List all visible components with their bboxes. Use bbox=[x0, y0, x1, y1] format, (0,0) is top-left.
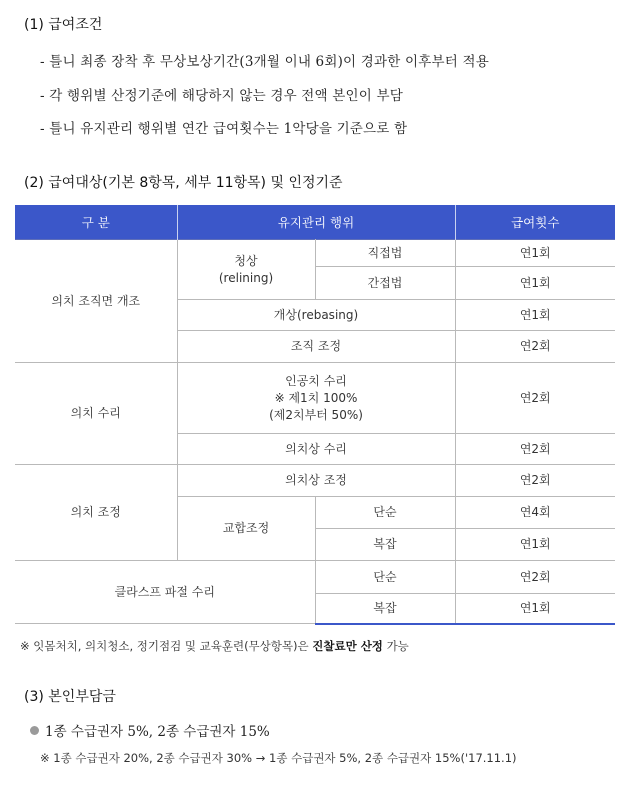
footnote-emphasis: 진찰료만 산정 bbox=[312, 639, 383, 653]
procedure-cell: 청상 (relining) bbox=[177, 240, 315, 300]
frequency-cell: 연2회 bbox=[455, 363, 615, 434]
footnote-text: ※ 잇몸처치, 의치청소, 정기점검 및 교육훈련(무상항목)은 bbox=[20, 639, 313, 653]
method-cell: 단순 bbox=[315, 497, 455, 529]
frequency-cell: 연2회 bbox=[455, 561, 615, 594]
method-cell: 복잡 bbox=[315, 529, 455, 561]
procedure-cell: 개상(rebasing) bbox=[177, 300, 455, 331]
method-cell: 단순 bbox=[315, 561, 455, 594]
frequency-cell: 연2회 bbox=[455, 465, 615, 497]
condition-bullet-3: - 틀니 유지관리 행위별 연간 급여횟수는 1악당을 기준으로 함 bbox=[40, 121, 408, 137]
procedure-cell: 교합조정 bbox=[177, 497, 315, 561]
procedure-cell: 조직 조정 bbox=[177, 331, 455, 363]
frequency-cell: 연1회 bbox=[455, 267, 615, 300]
frequency-cell: 연1회 bbox=[455, 594, 615, 624]
section3-heading: (3) 본인부담금 bbox=[24, 689, 116, 705]
frequency-cell: 연1회 bbox=[455, 529, 615, 561]
copay-text: 1종 수급권자 5%, 2종 수급권자 15% bbox=[45, 724, 270, 740]
category-cell: 의치 조정 bbox=[15, 465, 177, 561]
frequency-cell: 연1회 bbox=[455, 240, 615, 267]
category-cell: 클라스프 파절 수리 bbox=[15, 561, 315, 624]
copay-bullet bbox=[30, 720, 270, 740]
header-category: 구 분 bbox=[15, 205, 177, 240]
category-cell: 의치 수리 bbox=[15, 363, 177, 465]
condition-bullet-2: - 각 행위별 산정기준에 해당하지 않는 경우 전액 본인이 부담 bbox=[40, 88, 403, 104]
frequency-cell: 연1회 bbox=[455, 300, 615, 331]
procedure-cell: 의치상 수리 bbox=[177, 434, 455, 465]
header-procedure: 유지관리 행위 bbox=[177, 205, 455, 240]
frequency-cell: 연2회 bbox=[455, 331, 615, 363]
frequency-cell: 연2회 bbox=[455, 434, 615, 465]
header-frequency: 급여횟수 bbox=[455, 205, 615, 240]
table-row bbox=[15, 561, 615, 594]
procedure-cell: 의치상 조정 bbox=[177, 465, 455, 497]
section1-heading: (1) 급여조건 bbox=[24, 17, 103, 33]
section2-heading: (2) 급여대상(기본 8항목, 세부 11항목) 및 인정기준 bbox=[24, 175, 343, 191]
method-cell: 간접법 bbox=[315, 267, 455, 300]
coverage-table bbox=[15, 205, 615, 625]
bullet-dot-icon bbox=[30, 726, 39, 735]
table-footnote bbox=[20, 638, 409, 654]
table-header-row bbox=[15, 205, 615, 240]
procedure-cell: 인공치 수리 ※ 제1치 100% (제2치부터 50%) bbox=[177, 363, 455, 434]
frequency-cell: 연4회 bbox=[455, 497, 615, 529]
table-row bbox=[15, 240, 615, 267]
condition-bullet-1: - 틀니 최종 장착 후 무상보상기간(3개월 이내 6회)이 경과한 이후부터 적용 bbox=[40, 54, 489, 70]
category-cell: 의치 조직면 개조 bbox=[15, 240, 177, 363]
table-row bbox=[15, 465, 615, 497]
table-row bbox=[15, 363, 615, 434]
copay-history-note: ※ 1종 수급권자 20%, 2종 수급권자 30% → 1종 수급권자 5%, 2종 수급권자 15%('17.11.1) bbox=[40, 751, 517, 765]
footnote-suffix: 가능 bbox=[382, 639, 409, 653]
method-cell: 복잡 bbox=[315, 594, 455, 624]
method-cell: 직접법 bbox=[315, 240, 455, 267]
